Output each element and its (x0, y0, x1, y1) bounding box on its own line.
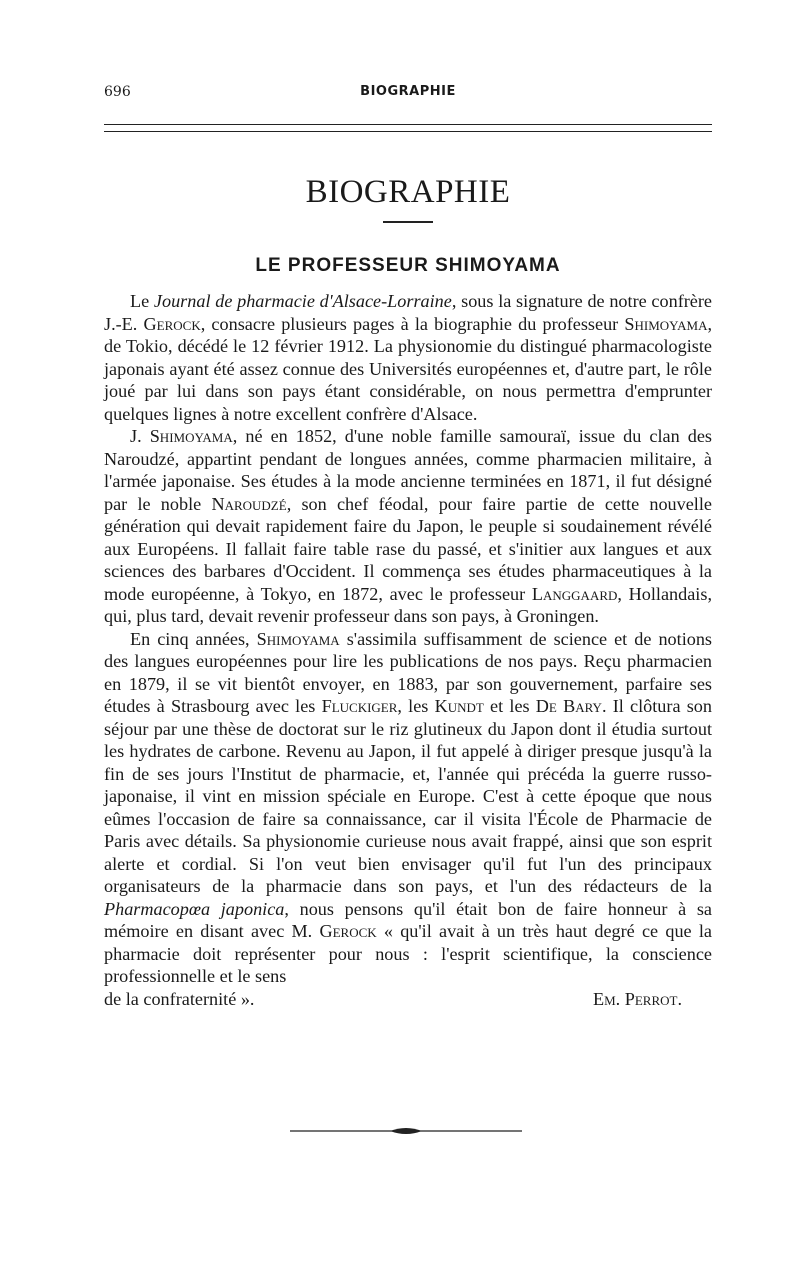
name-naroudze: Naroudzé (211, 493, 287, 514)
running-header (104, 84, 712, 104)
page-number: 696 (104, 84, 131, 100)
name-shimoyama: Shimoyama (149, 426, 233, 446)
header-double-rule (104, 124, 712, 132)
paragraph-3: En cinq années, Shimoyama s'assimila suffisamment de science et de notions des langues européennes pour lire les publications de nos pays. Reçu pharmacien en 1879, il se vit bientôt envoyer, en 1883, par son gouvernement, parfaire ses études à Strasbourg avec les Fluckiger, les Kundt et les De Bary. Il clôtura son séjour par une thèse de doctorat sur le riz glutineux du Japon dont il étudia surtout les hydrates de carbone. Revenu au Japon, il fut appelé à diriger presque jusqu'à la fin de ses jours l'Institut de pharmacie, et, l'année qui précéda la guerre russo-japonaise, il vint en mission spéciale en Europe. C'est à cette époque que nous eûmes l'occasion de faire sa connaissance, car il visita l'École de Pharmacie de Paris avec détails. Sa physionomie curieuse nous avait frappé, ainsi que son esprit alerte et cordial. Si l'on veut bien envisager qu'il fut l'un des principaux organisateurs de la pharmacie dans son pays, et l'un des rédacteurs de la Pharmacopœa japonica, nous pensons qu'il était bon de faire honneur à sa mémoire en disant avec M. Gerock « qu'il avait à un très haut degré ce que la pharmacie doit représenter pour nous : l'esprit scientifique, la conscience professionnelle et le sens (104, 628, 713, 986)
name-shimoyama: Shimoyama (256, 628, 340, 649)
running-title: BIOGRAPHIE (360, 84, 456, 99)
paragraph-1: Le Journal de pharmacie d'Alsace-Lorraine, sous la signature de notre confrère J.-E. Gerock, consacre plusieurs pages à la biographie du professeur Shimoyama, de Tokio, décédé le 12 février 1912. La physionomie du distingué pharmacologiste japonais ayant été assez connue des Universités européennes et, d'autre part, le rôle joué par lui dans son pays étant considérable, on nous permettra d'emprunter quelques lignes à notre excellent confrère d'Alsace. (104, 291, 713, 424)
article-body (104, 290, 712, 1010)
article-title: LE PROFESSEUR SHIMOYAMA (255, 255, 561, 276)
journal-name: Journal de pharmacie d'Alsace-Lorraine (153, 291, 452, 311)
name-gerock: Gerock (143, 313, 201, 334)
name-gerock: Gerock (319, 921, 377, 941)
end-ornament-icon (290, 1124, 522, 1138)
paragraph-2: J. Shimoyama, né en 1852, d'une noble famille samouraï, issue du clan des Naroudzé, appartint pendant de longues années, comme pharmacien militaire, à l'armée japonaise. Ses études à la mode ancienne terminées en 1871, il fut désigné par le noble Naroudzé, son chef féodal, pour faire partie de cette nouvelle génération qui devait rapidement faire du Japon, le peuple si soudainement révélé aux Européens. Il fallait faire table rase du passé, et s'initier aux langues et aux sciences des barbares d'Occident. Il commença ses études pharmaceutiques à la mode européenne, à Tokyo, en 1872, avec le professeur Langgaard, Hollandais, qui, plus tard, devait revenir professeur dans son pays, à Groningen. (104, 426, 712, 626)
name-de-bary: De Bary (535, 696, 602, 716)
name-fluckiger: Fluckiger (321, 696, 398, 716)
name-shimoyama: Shimoyama (624, 313, 708, 334)
pharmacopoeia-title: Pharmacopœa japonica (104, 898, 285, 919)
author-signature: Em. Perrot. (592, 988, 682, 1009)
name-langgaard: Langgaard (531, 583, 618, 604)
closing-line (104, 988, 712, 1011)
section-title: BIOGRAPHIE (305, 174, 511, 210)
closing-text: de la confraternité ». (104, 988, 255, 1009)
title-underline-rule (383, 221, 433, 223)
name-kundt: Kundt (434, 696, 484, 716)
